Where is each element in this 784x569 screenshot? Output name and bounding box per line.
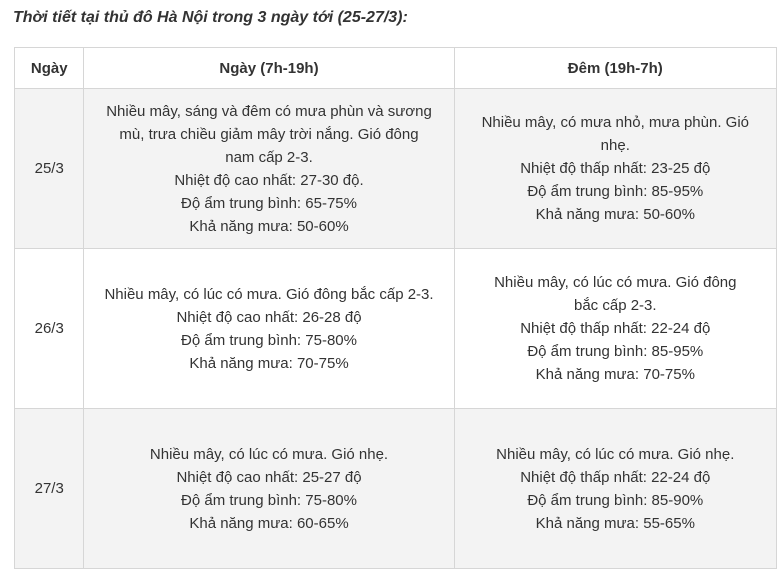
header-date: Ngày [15,48,84,89]
cell-daytime [84,409,454,569]
daytime-line: Nhiều mây, có lúc có mưa. Gió nhẹ. [149,445,389,463]
daytime-line: Nhiều mây, sáng và đêm có mưa phùn và sương [106,102,432,120]
table-header-row [15,48,777,89]
table-row [15,249,777,409]
header-daytime: Ngày (7h-19h) [84,48,454,89]
night-line: Nhiệt độ thấp nhất: 22-24 độ [520,468,711,486]
night-line: Độ ẩm trung bình: 85-95% [527,183,704,200]
cell-night [454,249,776,409]
night-line: Nhiều mây, có lúc có mưa. Gió nhẹ. [496,445,735,463]
night-line: nhẹ. [600,137,630,154]
night-line: Độ ẩm trung bình: 85-90% [527,491,704,509]
night-line: Nhiệt độ thấp nhất: 23-25 độ [520,160,711,177]
cell-date: 27/3 [15,409,84,569]
night-line: Nhiệt độ thấp nhất: 22-24 độ [520,320,711,337]
cell-daytime [84,89,454,249]
cell-date: 26/3 [15,249,84,409]
daytime-line: Khả năng mưa: 50-60% [189,217,349,235]
daytime-line: Nhiệt độ cao nhất: 26-28 độ [176,308,362,326]
table-row [15,409,777,569]
page-title: Thời tiết tại thủ đô Hà Nội trong 3 ngày tới (25-27/3): [13,9,408,26]
daytime-line: Nhiệt độ cao nhất: 27-30 độ. [174,171,364,189]
night-line: Nhiều mây, có mưa nhỏ, mưa phùn. Gió [481,114,749,131]
daytime-line: Độ ẩm trung bình: 75-80% [181,331,357,349]
night-line: Nhiều mây, có lúc có mưa. Gió đông [494,274,737,291]
daytime-line: Khả năng mưa: 60-65% [189,514,349,532]
daytime-line: Nhiều mây, có lúc có mưa. Gió đông bắc cấp 2-3. [104,285,434,303]
daytime-line: Độ ẩm trung bình: 65-75% [181,194,357,212]
daytime-line: nam cấp 2-3. [225,148,313,166]
night-line: Khả năng mưa: 50-60% [535,206,695,223]
night-line: Khả năng mưa: 55-65% [535,514,695,532]
table-row [15,89,777,249]
night-line: bắc cấp 2-3. [574,297,657,314]
daytime-line: Nhiệt độ cao nhất: 25-27 độ [176,468,362,486]
night-line: Khả năng mưa: 70-75% [535,366,695,383]
cell-daytime [84,249,454,409]
daytime-line: mù, trưa chiều giảm mây trời nắng. Gió đông [119,125,419,143]
header-night: Đêm (19h-7h) [454,48,776,89]
daytime-line: Độ ẩm trung bình: 75-80% [181,491,357,509]
cell-night [454,409,776,569]
cell-night [454,89,776,249]
night-line: Độ ẩm trung bình: 85-95% [527,343,704,360]
weather-forecast-table [14,47,777,569]
daytime-line: Khả năng mưa: 70-75% [189,354,349,372]
cell-date: 25/3 [15,89,84,249]
